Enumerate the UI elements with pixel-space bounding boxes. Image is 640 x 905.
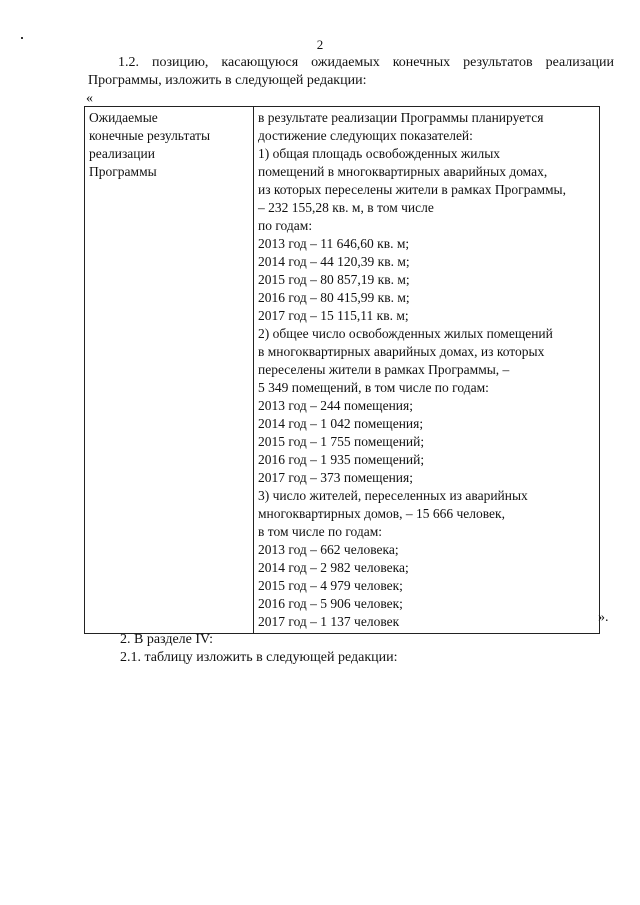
value-line: 2014 год – 44 120,39 кв. м; (258, 254, 410, 269)
value-line: достижение следующих показателей: (258, 128, 473, 143)
value-line: 2014 год – 2 982 человека; (258, 560, 409, 575)
value-line: 3) число жителей, переселенных из аварийных (258, 488, 528, 503)
value-line: по годам: (258, 218, 313, 233)
value-line: 2015 год – 1 755 помещений; (258, 434, 425, 449)
value-line: 2017 год – 1 137 человек (258, 614, 400, 629)
value-line: 2016 год – 5 906 человек; (258, 596, 403, 611)
intro-line-2: Программы, изложить в следующей редакции: (88, 73, 367, 88)
label-line: Ожидаемые (89, 110, 158, 125)
section-heading: 2. В разделе IV: (120, 632, 213, 647)
value-line: 1) общая площадь освобожденных жилых (258, 146, 501, 161)
value-line: в результате реализации Программы планируется (258, 110, 544, 125)
value-line: помещений в многоквартирных аварийных домах, (258, 164, 548, 179)
value-line: 2017 год – 373 помещения; (258, 470, 413, 485)
intro-paragraph (88, 54, 614, 90)
value-line: 5 349 помещений, в том числе по годам: (258, 380, 489, 395)
label-cell (85, 107, 254, 634)
value-line: 2016 год – 1 935 помещений; (258, 452, 425, 467)
label-line: конечные результаты (89, 128, 211, 143)
table-row (85, 107, 600, 634)
value-line: 2014 год – 1 042 помещения; (258, 416, 424, 431)
value-line: 2) общее число освобожденных жилых помещений (258, 326, 553, 341)
value-line: 2015 год – 4 979 человек; (258, 578, 403, 593)
value-lines (258, 109, 595, 631)
label-line: реализации (89, 146, 155, 161)
value-line: из которых переселены жители в рамках Программы, (258, 182, 566, 197)
value-line: 2015 год – 80 857,19 кв. м; (258, 272, 410, 287)
page-number: 2 (316, 37, 324, 52)
label-line: Программы (89, 164, 157, 179)
value-line: 2013 год – 662 человека; (258, 542, 399, 557)
value-line: 2013 год – 11 646,60 кв. м; (258, 236, 410, 251)
value-line: – 232 155,28 кв. м, в том числе (258, 200, 434, 215)
value-line: в том числе по годам: (258, 524, 383, 539)
value-line: переселены жители в рамках Программы, – (258, 362, 510, 377)
value-line: 2016 год – 80 415,99 кв. м; (258, 290, 410, 305)
value-cell (254, 107, 600, 634)
label-lines (89, 109, 249, 181)
value-line: 2017 год – 15 115,11 кв. м; (258, 308, 409, 323)
opening-quote: « (86, 91, 93, 106)
value-line: многоквартирных домов, – 15 666 человек, (258, 506, 505, 521)
closing-quote: ». (598, 610, 609, 625)
results-table (84, 106, 600, 634)
value-line: 2013 год – 244 помещения; (258, 398, 413, 413)
value-line: в многоквартирных аварийных домах, из которых (258, 344, 545, 359)
intro-line-1: 1.2. позицию, касающуюся ожидаемых конечных результатов реализации (118, 55, 614, 70)
section-subitem: 2.1. таблицу изложить в следующей редакции: (120, 650, 398, 665)
